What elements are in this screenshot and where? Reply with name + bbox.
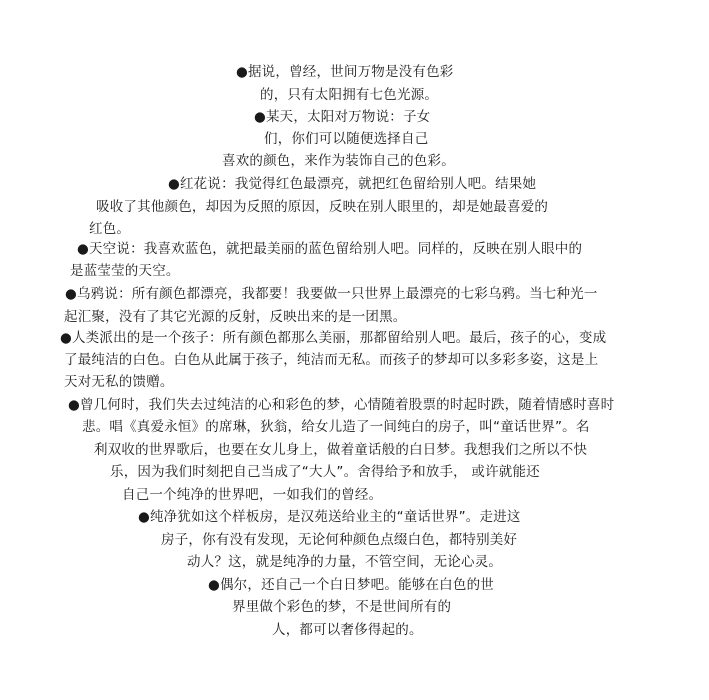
text-line: 起汇聚，没有了其它光源的反射，反映出来的是一团黑。	[64, 309, 407, 325]
text-line: 的，只有太阳拥有七色光源。	[260, 87, 439, 103]
text-line: ●纯净犹如这个样板房，是汉苑送给业主的“童话世界”。走进这	[138, 509, 521, 525]
text-line: ●红花说：我觉得红色最漂亮，就把红色留给别人吧。结果她	[168, 176, 537, 192]
text-line: 们，你们可以随便选择自己	[264, 131, 429, 147]
text-line: 是蓝莹莹的天空。	[70, 263, 180, 279]
text-line: 乐，因为我们时刻把自己当成了“大人”。舍得给予和放手， 或许就能还	[110, 464, 540, 480]
text-line: 了最纯洁的白色。白色从此属于孩子，纯洁而无私。而孩子的梦却可以多彩多姿，这是上	[64, 352, 599, 368]
text-line: ●人类派出的是一个孩子：所有颜色都那么美丽，那都留给别人吧。最后，孩子的心，变成	[60, 330, 607, 346]
text-line: 吸收了其他颜色，却因为反照的原因，反映在别人眼里的，却是她最喜爱的	[96, 199, 549, 215]
text-line: 自己一个纯净的世界吧，一如我们的曾经。	[122, 487, 383, 503]
text-line: 喜欢的颜色，来作为装饰自己的色彩。	[222, 153, 455, 169]
text-line: ●天空说：我喜欢蓝色，就把最美丽的蓝色留给别人吧。同样的，反映在别人眼中的	[77, 241, 583, 257]
text-line: ●偶尔，还自己一个白日梦吧。能够在白色的世	[208, 577, 494, 593]
text-line: ●据说，曾经，世间万物是没有色彩	[236, 64, 454, 80]
text-line: 动人？这，就是纯净的力量，不管空间，无论心灵。	[187, 554, 503, 570]
text-line: ●曾几何时，我们失去过纯洁的心和彩色的梦，心情随着股票的时起时跌，随着情感时喜时	[68, 397, 615, 413]
text-line: 界里做个彩色的梦，不是世间所有的	[232, 599, 452, 615]
text-line: ●乌鸦说：所有颜色都漂亮，我都要！我要做一只世界上最漂亮的七彩乌鸦。当七种光一	[65, 286, 598, 302]
text-line: 房子，你有没有发现，无论何种颜色点缀白色，都特别美好	[161, 532, 518, 548]
text-line: 红色。	[89, 221, 131, 237]
text-line: 天对无私的馈赠。	[64, 374, 174, 390]
text-line: 人，都可以奢侈得起的。	[272, 622, 423, 638]
text-line: 悲。唱《真爱永恒》的席琳，狄翁，给女儿造了一间纯白的房子，叫“童话世界”。名	[82, 419, 590, 435]
text-line: ●某天，太阳对万物说：子女	[254, 109, 431, 125]
text-line: 利双收的世界歌后，也要在女儿身上，做着童话般的白日梦。我想我们之所以不快	[94, 442, 588, 458]
